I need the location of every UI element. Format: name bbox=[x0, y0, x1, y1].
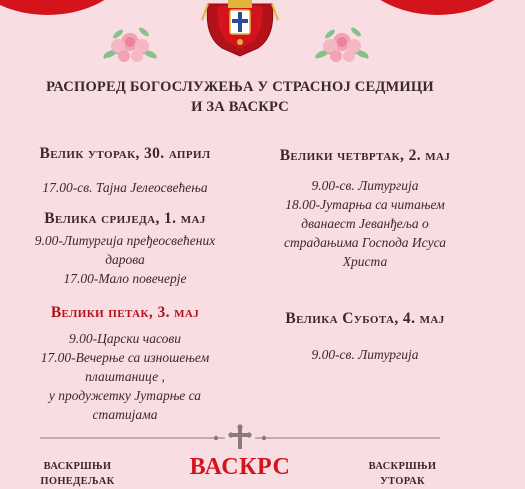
day-title-friday: Велики петак, 3. мај bbox=[50, 304, 200, 321]
coat-of-arms-icon bbox=[200, 0, 280, 58]
service-line: 17.00-Вечерње са изношењем bbox=[40, 350, 210, 365]
day-services-friday bbox=[0, 329, 250, 424]
day-title-thursday: Велики четвртак, 2. мај bbox=[279, 147, 451, 164]
cross-icon bbox=[228, 424, 252, 450]
easter-monday-label bbox=[20, 459, 135, 489]
label-line: ВАСКРШЊИ bbox=[368, 461, 437, 472]
day-services-tuesday bbox=[0, 178, 250, 197]
service-line: плаштанице , bbox=[85, 369, 165, 384]
service-line: Христа bbox=[342, 254, 388, 269]
service-line: 9.00-Литургија пређеосвећених bbox=[34, 233, 216, 248]
day-title-saturday: Велика Субота, 4. мај bbox=[285, 310, 445, 327]
decorative-red-circle-right bbox=[350, 0, 525, 15]
day-title-tuesday: Велик уторак, 30. април bbox=[39, 145, 211, 162]
service-line: дванаест Јеванђеља о bbox=[301, 216, 429, 231]
schedule-heading-line-1: РАСПОРЕД БОГОСЛУЖЕЊА У СТРАСНОЈ СЕДМИЦИ bbox=[46, 79, 434, 95]
service-line: страдањима Господа Исуса bbox=[284, 235, 446, 250]
flower-bouquet-icon bbox=[100, 20, 160, 70]
service-line: 17.00-св. Тајна Јелеосвећења bbox=[42, 180, 208, 195]
service-line: статијама bbox=[92, 407, 158, 422]
service-line: 17.00-Мало повечерје bbox=[63, 271, 187, 286]
day-services-thursday bbox=[250, 176, 480, 271]
day-services-saturday bbox=[250, 345, 480, 364]
service-line: у продужетку Јутарње са bbox=[48, 388, 202, 403]
label-line: УТОРАК bbox=[380, 476, 425, 487]
service-line: 9.00-св. Литургија bbox=[311, 178, 419, 193]
label-line: ВАСКРШЊИ bbox=[43, 461, 112, 472]
easter-title: ВАСКРС bbox=[189, 454, 291, 480]
service-line: 9.00-св. Литургија bbox=[311, 347, 419, 362]
easter-tuesday-label bbox=[345, 459, 460, 489]
day-services-wednesday bbox=[0, 231, 250, 288]
decorative-red-circle-left bbox=[0, 0, 135, 15]
service-line: 9.00-Царски часови bbox=[68, 331, 181, 346]
day-title-wednesday: Велика сриједа, 1. мај bbox=[44, 210, 206, 227]
label-line: ПОНЕДЕЉАК bbox=[40, 476, 115, 487]
service-line: 18.00-Јутарња са читањем bbox=[285, 197, 445, 212]
schedule-heading-line-2: И ЗА ВАСКРС bbox=[191, 99, 289, 115]
flower-bouquet-icon bbox=[312, 20, 372, 70]
service-line: дарова bbox=[105, 252, 145, 267]
